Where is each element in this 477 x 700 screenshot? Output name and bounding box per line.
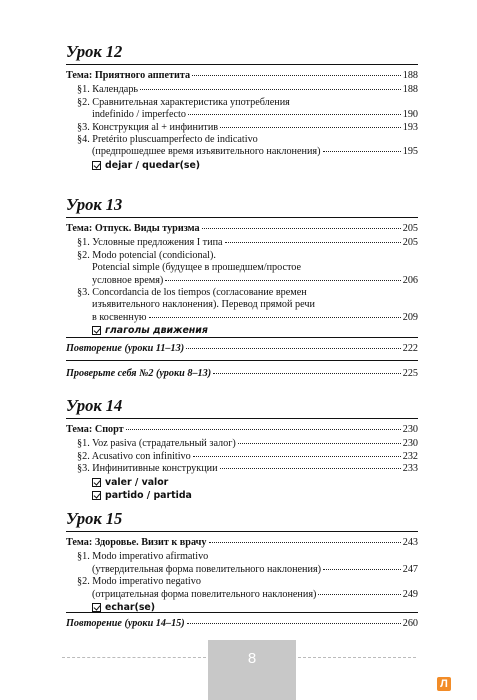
checkbox-icon <box>92 326 101 335</box>
leader-dots <box>192 75 401 76</box>
toc-entry[interactable] <box>66 463 418 475</box>
lesson-title: Урок 12 <box>66 43 418 65</box>
leader-dots <box>209 542 401 543</box>
page-ref: 230 <box>402 438 418 450</box>
leader-dots <box>193 456 401 457</box>
leader-dots <box>318 594 400 595</box>
page-ref: 247 <box>402 563 418 575</box>
leader-dots <box>220 127 401 128</box>
toc-entry[interactable] <box>66 275 418 287</box>
toc-entry[interactable] <box>66 312 418 324</box>
review-text: Повторение (уроки 11–13) <box>66 343 185 354</box>
checkbox-icon <box>92 603 101 612</box>
entry-text: §3. Инфинитивные конструкции <box>77 463 218 475</box>
entry-text: §1. Modo imperativo afirmativo <box>77 551 209 563</box>
topic-entry[interactable] <box>66 223 418 235</box>
lesson-13 <box>66 196 418 337</box>
topic-text: Тема: Здоровье. Визит к врачу <box>66 537 207 548</box>
toc-entry[interactable] <box>66 237 418 249</box>
checkbox-icon <box>92 161 101 170</box>
leader-dots <box>213 373 401 374</box>
vocab-item <box>66 476 418 489</box>
footer-dashes-right <box>298 657 416 658</box>
topic-entry[interactable] <box>66 537 418 549</box>
entry-text: (отрицательная форма повелительного наклонения) <box>92 588 317 600</box>
toc-entry[interactable] <box>66 564 418 576</box>
entry-text: §3. Concordancia de los tiempos (согласование времен <box>77 287 307 299</box>
page-ref: 249 <box>402 588 418 600</box>
divider <box>66 612 418 613</box>
entry-text: (утвердительная форма повелительного наклонения) <box>92 563 322 575</box>
toc-entry[interactable] <box>66 109 418 121</box>
lesson-title: Урок 14 <box>66 397 418 419</box>
vocab-text: dejar / quedar(se) <box>105 159 201 171</box>
leader-dots <box>187 623 401 624</box>
entry-text: §1. Условные предложения I типа <box>77 237 223 249</box>
lesson-15 <box>66 510 418 614</box>
lesson-12 <box>66 43 418 172</box>
page-ref: 205 <box>402 223 418 234</box>
page-ref: 193 <box>402 121 418 133</box>
toc-entry[interactable] <box>66 589 418 601</box>
page-ref: 243 <box>402 537 418 548</box>
entry-text: §2. Сравнительная характеристика употребления <box>77 96 290 108</box>
page-ref: 205 <box>402 237 418 249</box>
page-ref: 209 <box>402 311 418 323</box>
entry-text: изъявительного наклонения). Перевод прямой речи <box>92 299 315 311</box>
page-ref: 188 <box>402 84 418 96</box>
entry-text: Potencial simple (будущее в прошедшем/простое <box>92 262 302 274</box>
topic-text: Тема: Приятного аппетита <box>66 70 191 81</box>
page-ref: 188 <box>402 70 418 81</box>
topic-entry[interactable] <box>66 70 418 82</box>
review-block <box>66 612 418 630</box>
leader-dots <box>225 242 401 243</box>
topic-entry[interactable] <box>66 424 418 436</box>
vocab-item <box>66 159 418 172</box>
leader-dots <box>238 443 401 444</box>
vocab-item <box>66 324 418 337</box>
page-ref: 225 <box>402 368 418 380</box>
checkbox-icon <box>92 478 101 487</box>
review-entry[interactable] <box>66 343 418 355</box>
divider <box>66 360 418 361</box>
entry-text: условное время) <box>92 274 164 286</box>
review-text: Повторение (уроки 14–15) <box>66 618 185 629</box>
lesson-14 <box>66 397 418 502</box>
toc-entry[interactable] <box>66 451 418 463</box>
leader-dots <box>220 468 401 469</box>
page-ref: 230 <box>402 424 418 435</box>
review-text: Проверьте себя №2 (уроки 8–13) <box>66 368 212 380</box>
vocab-item <box>66 489 418 502</box>
toc-entry[interactable] <box>66 146 418 158</box>
review-block <box>66 337 418 381</box>
entry-text: в косвенную <box>92 311 147 323</box>
page-ref: 206 <box>402 274 418 286</box>
entry-text: indefinido / imperfecto <box>92 109 186 121</box>
leader-dots <box>149 317 401 318</box>
vocab-text: echar(se) <box>105 602 156 614</box>
toc-entry[interactable] <box>66 122 418 134</box>
topic-text: Тема: Отпуск. Виды туризма <box>66 223 200 234</box>
footer-dashes-left <box>62 657 206 658</box>
leader-dots <box>165 280 400 281</box>
page-ref: 222 <box>402 343 418 354</box>
review-entry[interactable] <box>66 618 418 630</box>
page-ref: 190 <box>402 109 418 121</box>
page-ref: 232 <box>402 450 418 462</box>
leader-dots <box>202 228 401 229</box>
lesson-title: Урок 15 <box>66 510 418 532</box>
entry-text: §2. Modo imperativo negativo <box>77 576 201 588</box>
leader-dots <box>126 429 401 430</box>
toc-entry[interactable] <box>66 84 418 96</box>
entry-text: §1. Календарь <box>77 84 139 96</box>
divider <box>66 337 418 338</box>
toc-entry[interactable] <box>66 438 418 450</box>
leader-dots <box>140 89 401 90</box>
entry-text: §1. Voz pasiva (страдательный залог) <box>77 438 236 450</box>
lesson-title: Урок 13 <box>66 196 418 218</box>
vocab-text: valer / valor <box>105 476 169 488</box>
entry-text: (предпрошедшее время изъявительного наклонения) <box>92 146 321 158</box>
page-ref: 233 <box>402 463 418 475</box>
vocab-text: partido / partida <box>105 489 192 501</box>
page-number: 8 <box>247 650 257 667</box>
page-ref: 260 <box>402 618 418 629</box>
entry-text: §2. Acusativo con infinitivo <box>77 450 191 462</box>
leader-dots <box>323 569 401 570</box>
vocab-text: глаголы движения <box>105 325 208 337</box>
topic-text: Тема: Спорт <box>66 424 124 435</box>
leader-dots <box>188 114 401 115</box>
checkbox-icon <box>92 491 101 500</box>
entry-text: §4. Pretérito pluscuamperfecto de indicativo <box>77 134 258 146</box>
entry-text: §3. Конструкция al + инфинитив <box>77 121 219 133</box>
publisher-logo-icon: Л <box>437 677 451 691</box>
page-ref: 195 <box>402 146 418 158</box>
review-entry[interactable] <box>66 368 418 380</box>
page-number-box <box>208 640 296 700</box>
leader-dots <box>186 348 401 349</box>
leader-dots <box>323 151 401 152</box>
entry-text: §2. Modo potencial (condicional). <box>77 249 216 261</box>
